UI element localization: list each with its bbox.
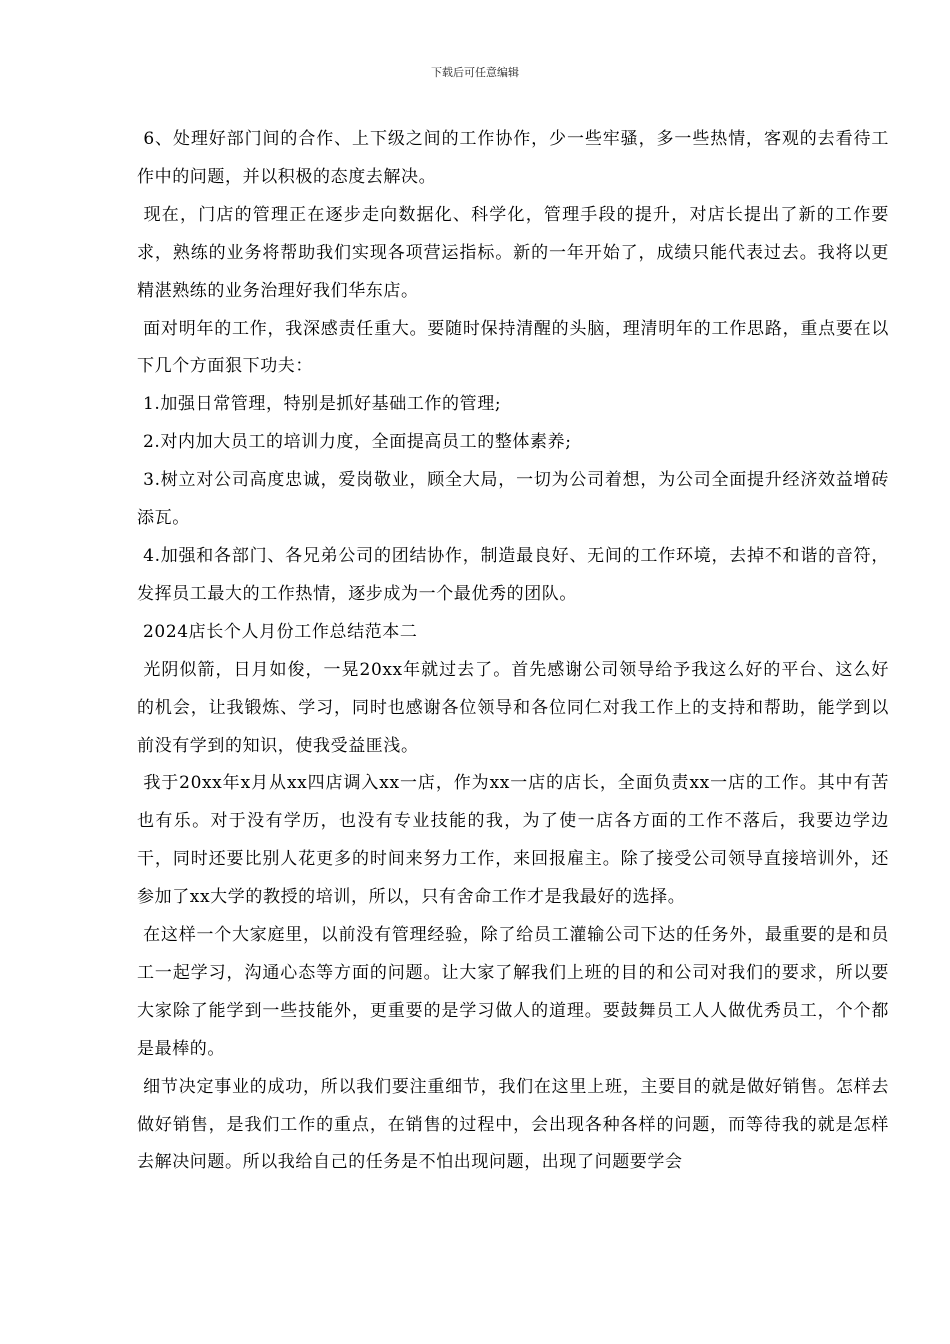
paragraph-item-6: 6、处理好部门间的合作、上下级之间的工作协作，少一些牢骚，多一些热情，客观的去看待工作中的问题，并以积极的态度去解决。 — [137, 129, 890, 187]
paragraph-management-status: 现在，门店的管理正在逐步走向数据化、科学化，管理手段的提升，对店长提出了新的工作要求，熟练的业务将帮助我们实现各项营运指标。新的一年开始了，成绩只能代表过去。我将以更精湛熟练的业务治理好我们华东店。 — [137, 204, 889, 301]
document-body — [137, 121, 889, 1182]
list-item-2: 2.对内加大员工的培训力度，全面提高员工的整体素养; — [137, 432, 572, 453]
list-item-4: 4.加强和各部门、各兄弟公司的团结协作，制造最良好、无间的工作环境，去掉不和谐的音符，发挥员工最大的工作热情，逐步成为一个最优秀的团队。 — [137, 545, 889, 604]
paragraph-team: 在这样一个大家庭里，以前没有管理经验，除了给员工灌输公司下达的任务外，最重要的是和员工一起学习，沟通心态等方面的问题。让大家了解我们上班的目的和公司对我们的要求，所以要大家除了能学到一些技能外，更重要的是学习做人的道理。要鼓舞员工人人做优秀员工，个个都是最棒的。 — [137, 925, 889, 1059]
list-item-1: 1.加强日常管理，特别是抓好基础工作的管理; — [137, 394, 502, 415]
paragraph-details: 细节决定事业的成功，所以我们要注重细节，我们在这里上班，主要目的就是做好销售。怎样去做好销售，是我们工作的重点，在销售的过程中，会出现各种各样的问题，而等待我的就是怎样去解决问题。所以我给自己的任务是不怕出现问题，出现了问题要学会 — [137, 1076, 889, 1173]
list-item-3: 3.树立对公司高度忠诚，爱岗敬业，顾全大局，一切为公司着想，为公司全面提升经济效益增砖添瓦。 — [137, 470, 889, 529]
paragraph-gratitude: 光阴似箭，日月如俊，一晃20xx年就过去了。首先感谢公司领导给予我这么好的平台、这么好的机会，让我锻炼、学习，同时也感谢各位领导和各位同仁对我工作上的支持和帮助，能学到以前没有学到的知识，使我受益匪浅。 — [137, 659, 889, 756]
paragraph-transfer: 我于20xx年x月从xx四店调入xx一店，作为xx一店的店长，全面负责xx一店的工作。其中有苦也有乐。对于没有学历，也没有专业技能的我，为了使一店各方面的工作不落后，我要边学边干，同时还要比别人花更多的时间来努力工作，来回报雇主。除了接受公司领导直接培训外，还参加了xx大学的教授的培训，所以，只有舍命工作才是我最好的选择。 — [137, 773, 889, 908]
paragraph-next-year-intro: 面对明年的工作，我深感责任重大。要随时保持清醒的头脑，理清明年的工作思路，重点要在以下几个方面狠下功夫： — [137, 318, 889, 377]
section-heading: 2024店长个人月份工作总结范本二 — [137, 621, 418, 642]
page-header: 下载后可任意编辑 — [431, 66, 519, 79]
